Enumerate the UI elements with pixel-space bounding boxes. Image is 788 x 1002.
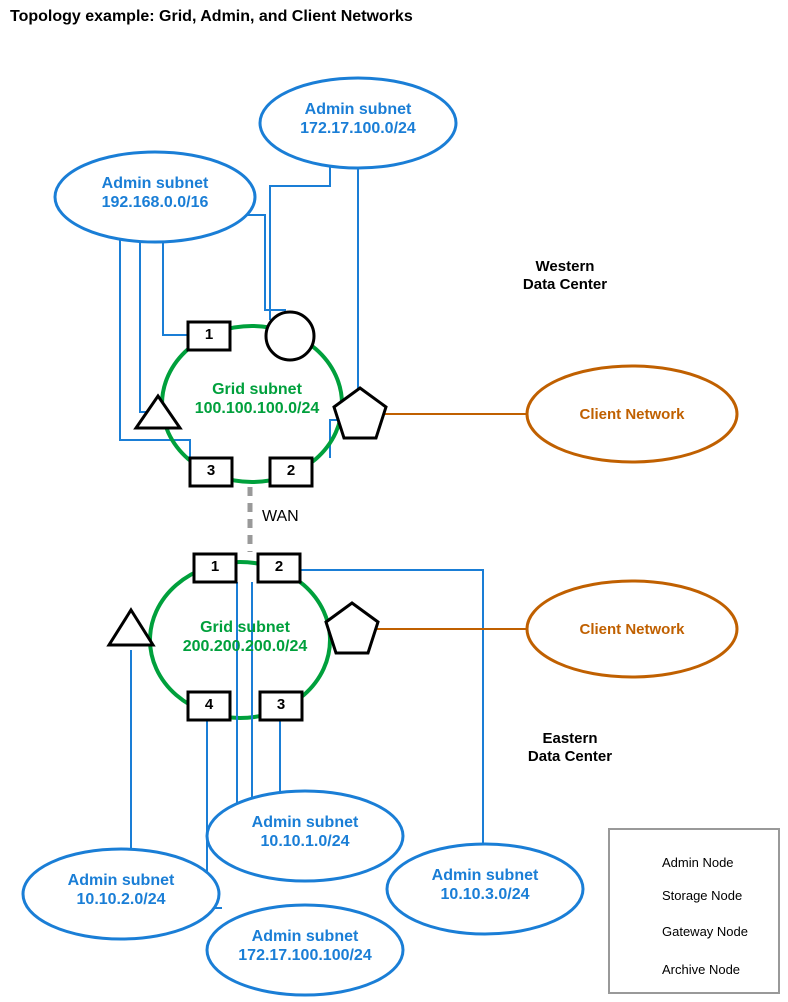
storage-node-east-label-4: 4 <box>204 696 214 713</box>
legend-label-storage-node: Storage Node <box>662 888 743 903</box>
admin-subnet-label-192-168-0-0: Admin subnet 192.168.0.0/16 <box>101 175 209 212</box>
wan-label: WAN <box>262 508 299 525</box>
storage-node-east-label-1: 1 <box>210 558 220 575</box>
data-center-label-western: Western Data Center <box>522 258 608 293</box>
admin-subnet-label-172-17-100-0: Admin subnet 172.17.100.0/24 <box>300 101 416 138</box>
data-center-label-eastern: Eastern Data Center <box>527 730 613 765</box>
admin-subnet-label-10-10-3-0: Admin subnet 10.10.3.0/24 <box>431 867 539 904</box>
admin-subnet-label-10-10-2-0: Admin subnet 10.10.2.0/24 <box>67 872 175 909</box>
client-network-label-west: Client Network <box>579 406 685 423</box>
storage-node-west-label-2: 2 <box>286 462 296 479</box>
storage-node-west-label-1: 1 <box>204 326 214 343</box>
admin-node-east <box>109 610 153 645</box>
page-title: Topology example: Grid, Admin, and Client Networks <box>10 8 413 25</box>
admin-subnet-label-172-17-100-100: Admin subnet 172.17.100.100/24 <box>238 928 372 965</box>
client-network-label-east: Client Network <box>579 621 685 638</box>
storage-node-east-label-3: 3 <box>276 696 286 713</box>
legend-label-admin-node: Admin Node <box>662 855 734 870</box>
legend-label-archive-node: Archive Node <box>662 962 741 977</box>
grid-subnet-label-west: Grid subnet 100.100.100.0/24 <box>194 381 320 418</box>
admin-subnet-label-10-10-1-0: Admin subnet 10.10.1.0/24 <box>251 814 359 851</box>
legend-label-gateway-node: Gateway Node <box>662 924 748 939</box>
storage-node-west-label-3: 3 <box>206 462 216 479</box>
gateway-node-east <box>326 603 378 653</box>
grid-subnet-label-east: Grid subnet 200.200.200.0/24 <box>182 619 308 656</box>
storage-node-east-label-2: 2 <box>274 558 284 575</box>
archive-node-west <box>266 312 314 360</box>
